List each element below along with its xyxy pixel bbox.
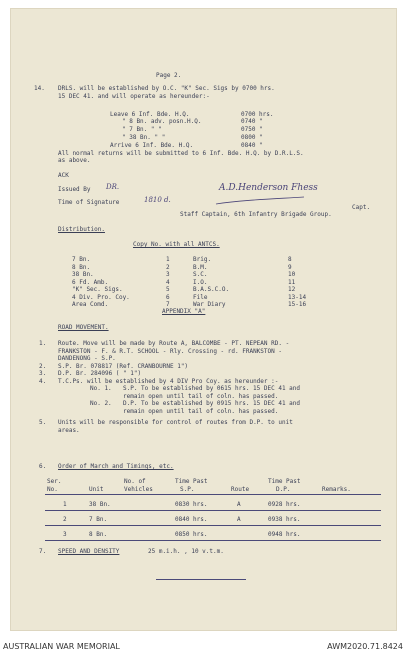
distribution-unit: War Diary [193,301,226,308]
table-row-rule [45,510,381,511]
item-line: D.P. Br. 284096 ( " 1") [58,370,142,377]
item-7-text: 25 m.i.h. , 10 v.t.m. [148,548,224,555]
distribution-copy-number: 11 [288,278,296,286]
tcp-line: D.P. To be established by 0915 hrs. 15 DEC 41 and [123,400,301,407]
table-cell-ser: 2 [63,516,67,523]
page-title: Page 2. [156,72,182,79]
drls-stop-3: " 7 Bn. " " [122,126,162,133]
distribution-copy-number: 8 [288,256,292,263]
drls-time-5: 0840 " [241,142,263,149]
item-number: 4. [39,377,47,385]
copy-heading: Copy No. with all ANTCS. [133,241,220,248]
distribution-unit: 4 Div. Pro. Coy. [72,293,130,301]
footer-accession-number: AWM2020.71.8424 [327,642,403,651]
drls-time-3: 0750 " [241,126,263,133]
drls-stop-2: " 8 Bn. adv. posn.H.Q. [122,118,202,125]
col-header-time-sp-2: S.P. [180,486,195,493]
col-header-time-dp-1: Time Past [268,478,301,485]
table-cell-time-sp: 0830 hrs. [175,501,208,508]
issued-by-label: Issued By [58,186,91,193]
item-5-line: areas. [58,426,80,434]
item-line: Route. Move will be made by Route A, BALCOMBE - PT. NEPEAN RD. - [58,340,290,347]
distribution-copy-number: 13-14 [288,293,307,301]
drls-time-2: 0740 " [241,118,263,125]
distribution-copy-number: 7 [166,301,170,308]
item-7-number: 7. [39,548,47,555]
distribution-copy-number: 12 [288,286,296,293]
col-header-vehicles-2: Vehicles [124,486,153,493]
handwritten-signature: A.D.Henderson Fhess [219,183,318,193]
table-cell-route: A [237,501,241,508]
time-of-signature-value: 1810 d. [144,196,171,204]
item-line: S.P. Br. 078817 (Ref. CRANBOURNE 1") [58,362,189,370]
distribution-unit: Brig. [193,256,212,263]
distribution-copy-number: 9 [288,263,292,271]
para-14-after-2: as above. [58,157,91,164]
distribution-copy-number: 6 [166,293,170,301]
signature-underline-strokes [212,180,342,210]
time-of-signature-label: Time of Signature [58,199,120,206]
col-header-time-sp-1: Time Past [175,478,208,485]
distribution-copy-number: 2 [166,263,170,271]
position-label: Staff Captain, 6th Infantry Brigade Group. [180,211,332,218]
table-cell-route: A [237,516,241,523]
table-cell-time-sp: 0850 hrs. [175,531,208,538]
item-6-number: 6. [39,463,47,470]
drls-stop-5: Arrive 6 Inf. Bde. H.Q. [110,142,194,149]
table-cell-time-dp: 0938 hrs. [268,516,301,523]
table-cell-unit: 8 Bn. [89,531,108,538]
distribution-unit: 7 Bn. [72,256,91,263]
tcp-line: remain open until tail of coln. has passed. [123,392,279,400]
archive-footer [0,634,406,653]
distribution-unit: I.O. [193,278,208,286]
road-movement-heading: ROAD MOVEMENT. [58,324,109,331]
table-header-rule [45,494,381,495]
tcp-line: S.P. To be established by 0615 hrs. 15 DEC 41 and [123,385,301,392]
distribution-copy-number: 5 [166,286,170,293]
appendix-heading: APPENDIX "A" [162,308,206,315]
col-header-route: Route [231,486,250,493]
distribution-unit: "K" Sec. Sigs. [72,286,123,293]
distribution-copy-number: 4 [166,278,170,286]
footer-archive-name: AUSTRALIAN WAR MEMORIAL [3,642,120,651]
item-line: T.C.Ps. will be established by 4 DIV Pro Coy. as hereunder :- [58,377,279,385]
table-row-rule [45,540,381,541]
closing-rule [156,579,246,580]
distribution-copy-number: 3 [166,271,170,278]
item-6-text: Order of March and Timings, etc. [58,463,174,470]
distribution-unit: 8 Bn. [72,263,91,271]
para-14-number: 14. [34,85,45,92]
col-header-ser-1: Ser. [47,478,62,485]
para-14-after-1: All normal returns will be submitted to 6 Inf. Bde. H.Q. by D.R.L.S. [58,150,304,157]
distribution-copy-number: 1 [166,256,170,263]
drls-time-1: 0700 hrs. [241,111,274,118]
drls-time-4: 0800 " [241,134,263,141]
tcp-number: No. 1. [90,385,112,392]
table-cell-ser: 1 [63,501,67,508]
table-cell-time-sp: 0840 hrs. [175,516,208,523]
para-14-line-2: 15 DEC 41. and will operate as hereunder:- [58,93,210,100]
tcp-line: remain open until tail of coln. has passed. [123,407,279,415]
distribution-unit: 38 Bn. [72,271,94,278]
distribution-heading: Distribution. [58,226,105,233]
table-cell-time-dp: 0948 hrs. [268,531,301,538]
col-header-remarks: Remarks. [322,486,351,493]
distribution-copy-number: 10 [288,271,296,278]
ack-label: ACK [58,172,69,179]
issued-by-value: DR. [106,183,120,191]
distribution-unit: 6 Fd. Amb. [72,278,109,286]
table-cell-time-dp: 0928 hrs. [268,501,301,508]
para-14-line-1: DRLS. will be established by O.C. "K" Sec. Sigs by 0700 hrs. [58,85,275,92]
item-number: 3. [39,370,47,377]
distribution-unit: B.A.S.C.O. [193,286,230,293]
col-header-ser-2: No. [47,486,58,493]
distribution-unit: B.M. [193,263,208,271]
tcp-number: No. 2. [90,400,112,407]
item-7-label: SPEED AND DENSITY [58,548,120,555]
distribution-unit: Area Comd. [72,301,109,308]
distribution-unit: S.C. [193,271,208,278]
drls-stop-4: " 38 Bn. " " [122,134,166,141]
table-cell-unit: 7 Bn. [89,516,108,523]
item-5-line: Units will be responsible for control of routes from D.P. to unit [58,419,293,426]
col-header-time-dp-2: D.P. [276,486,291,493]
item-line: DANDENONG - S.P. [58,355,116,362]
distribution-unit: File [193,293,208,301]
item-number: 1. [39,340,47,347]
item-5-number: 5. [39,419,47,426]
item-line: FRANKSTON - F. & R.T. SCHOOL - Rly. Crossing - rd. FRANKSTON - [58,347,282,355]
rank-label: Capt. [352,204,371,211]
table-cell-unit: 38 Bn. [89,501,111,508]
distribution-copy-number: 15-16 [288,301,307,308]
item-number: 2. [39,362,47,370]
col-header-unit: Unit [89,486,104,493]
table-cell-ser: 3 [63,531,67,538]
table-row-rule [45,525,381,526]
col-header-vehicles-1: No. of [124,478,146,485]
drls-stop-1: Leave 6 Inf. Bde. H.Q. [110,111,190,118]
